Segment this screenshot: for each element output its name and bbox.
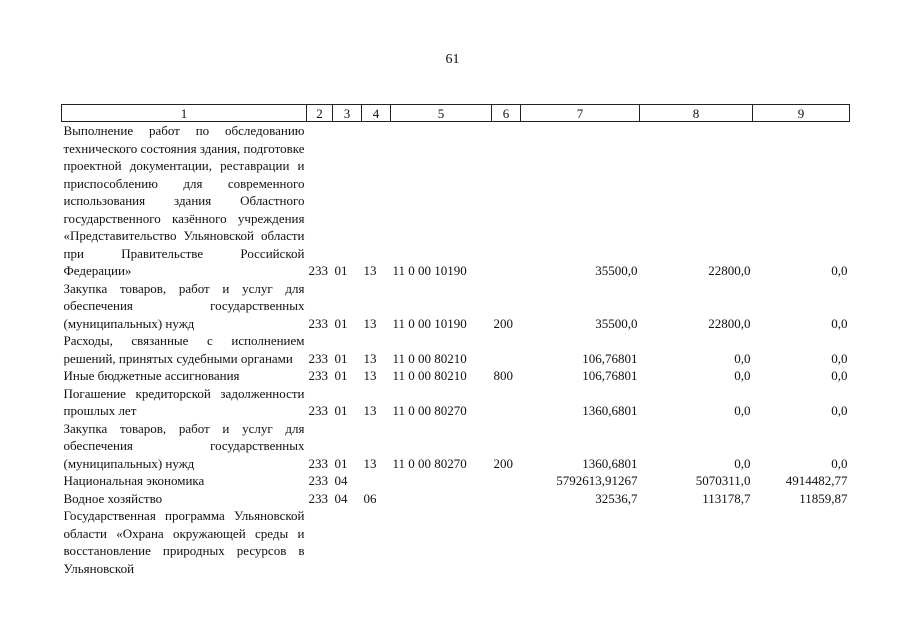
row-amount-col8: 0,0 — [734, 403, 751, 418]
table-row — [62, 367, 850, 385]
row-ministry-code: 233 — [308, 473, 328, 488]
row-expense-type — [492, 507, 521, 577]
row-target-code — [391, 490, 492, 508]
row-target-code — [391, 507, 492, 577]
row-ministry-code — [307, 507, 333, 577]
row-section-code — [333, 507, 362, 577]
table-row — [62, 507, 850, 577]
row-section-code: 04 — [334, 473, 348, 488]
row-subsection-code — [362, 507, 391, 577]
col-header-9: 9 — [753, 105, 850, 122]
row-subsection-code: 13 — [363, 403, 377, 418]
column-number-header — [62, 105, 850, 122]
row-target-code: 11 0 00 80210 — [392, 368, 467, 383]
col-header-3: 3 — [333, 105, 362, 122]
row-target-code: 11 0 00 80270 — [392, 403, 467, 418]
row-amount-col7 — [521, 507, 640, 577]
table-row — [62, 332, 850, 367]
row-ministry-code: 233 — [308, 490, 328, 506]
row-description: Погашение кредиторской задолженности прошлых лет — [63, 385, 305, 418]
row-expense-type — [492, 490, 521, 508]
row-amount-col9: 11859,87 — [799, 490, 848, 506]
row-amount-col7: 1360,6801 — [582, 455, 638, 471]
table-row — [62, 280, 850, 333]
row-section-code: 01 — [334, 368, 348, 383]
row-amount-col9: 4914482,77 — [785, 473, 848, 488]
row-amount-col7: 1360,6801 — [582, 403, 638, 418]
row-target-code: 11 0 00 80270 — [392, 455, 467, 471]
row-amount-col8: 0,0 — [734, 455, 751, 471]
row-description: Закупка товаров, работ и услуг для обеспечения государственных (муниципальных) нужд — [63, 420, 305, 471]
row-amount-col8: 5070311,0 — [695, 473, 751, 488]
row-subsection-code: 13 — [363, 455, 377, 471]
row-subsection-code: 13 — [363, 350, 377, 366]
row-amount-col8: 22800,0 — [708, 315, 751, 331]
col-header-2: 2 — [307, 105, 333, 122]
row-description: Иные бюджетные ассигнования — [63, 368, 240, 383]
table-row — [62, 490, 850, 508]
row-expense-type — [492, 472, 521, 490]
page-number: 61 — [445, 52, 460, 67]
row-expense-type — [492, 332, 521, 367]
row-section-code: 04 — [334, 490, 348, 506]
row-section-code: 01 — [334, 403, 348, 418]
row-section-code: 01 — [334, 455, 348, 471]
row-target-code: 11 0 00 80210 — [392, 350, 467, 366]
row-ministry-code: 233 — [308, 403, 328, 418]
row-section-code: 01 — [334, 350, 348, 366]
col-header-5: 5 — [391, 105, 492, 122]
row-amount-col9: 0,0 — [831, 315, 848, 331]
row-amount-col9: 0,0 — [831, 403, 848, 418]
row-expense-type: 200 — [493, 455, 513, 471]
row-description: Расходы, связанные с исполнением решений, принятых судебными органами — [63, 333, 305, 366]
row-expense-type — [492, 122, 521, 280]
row-ministry-code: 233 — [308, 315, 328, 331]
row-amount-col9 — [753, 507, 850, 577]
row-subsection-code: 06 — [363, 490, 377, 506]
row-amount-col8 — [640, 507, 753, 577]
row-target-code: 11 0 00 10190 — [392, 263, 467, 278]
budget-table — [61, 104, 850, 577]
row-description: Национальная экономика — [63, 473, 205, 488]
row-expense-type: 800 — [493, 368, 513, 383]
row-target-code: 11 0 00 10190 — [392, 315, 467, 331]
row-amount-col9: 0,0 — [831, 455, 848, 471]
col-header-1: 1 — [62, 105, 307, 122]
row-ministry-code: 233 — [308, 455, 328, 471]
row-amount-col8: 22800,0 — [708, 263, 751, 278]
row-amount-col7: 35500,0 — [595, 263, 638, 278]
row-ministry-code: 233 — [308, 368, 328, 383]
row-amount-col7: 35500,0 — [595, 315, 638, 331]
row-target-code — [391, 472, 492, 490]
row-amount-col7: 106,76801 — [582, 350, 638, 366]
row-subsection-code — [362, 472, 391, 490]
row-amount-col9: 0,0 — [831, 263, 848, 278]
row-section-code: 01 — [334, 263, 348, 278]
table-row — [62, 472, 850, 490]
table-row — [62, 385, 850, 420]
col-header-8: 8 — [640, 105, 753, 122]
row-subsection-code: 13 — [363, 368, 377, 383]
table-row — [62, 420, 850, 473]
row-expense-type: 200 — [493, 315, 513, 331]
row-ministry-code: 233 — [308, 350, 328, 366]
row-section-code: 01 — [334, 315, 348, 331]
row-amount-col9: 0,0 — [831, 350, 848, 366]
row-description: Водное хозяйство — [63, 490, 163, 506]
row-amount-col7: 32536,7 — [595, 490, 638, 506]
row-subsection-code: 13 — [363, 263, 377, 278]
table-row — [62, 122, 850, 280]
row-amount-col7: 106,76801 — [582, 368, 638, 383]
row-description: Закупка товаров, работ и услуг для обеспечения государственных (муниципальных) нужд — [63, 280, 305, 331]
row-expense-type — [492, 385, 521, 420]
row-subsection-code: 13 — [363, 315, 377, 331]
row-description: Государственная программа Ульяновской области «Охрана окружающей среды и восстановление природных ресурсов в Ульяновской — [63, 508, 305, 576]
col-header-6: 6 — [492, 105, 521, 122]
row-amount-col8: 113178,7 — [702, 490, 751, 506]
row-ministry-code: 233 — [308, 263, 328, 278]
col-header-7: 7 — [521, 105, 640, 122]
col-header-4: 4 — [362, 105, 391, 122]
row-amount-col8: 0,0 — [734, 350, 751, 366]
row-amount-col9: 0,0 — [831, 368, 848, 383]
row-description: Выполнение работ по обследованию технического состояния здания, подготовке проектной документации, реставрации и приспособлению для современного использования здания Областного государственного казённого учреждения «Представительство Ульяновской области при Правительстве Российской Федерации» — [63, 123, 305, 278]
row-amount-col8: 0,0 — [734, 368, 751, 383]
row-amount-col7: 5792613,91267 — [556, 473, 638, 488]
